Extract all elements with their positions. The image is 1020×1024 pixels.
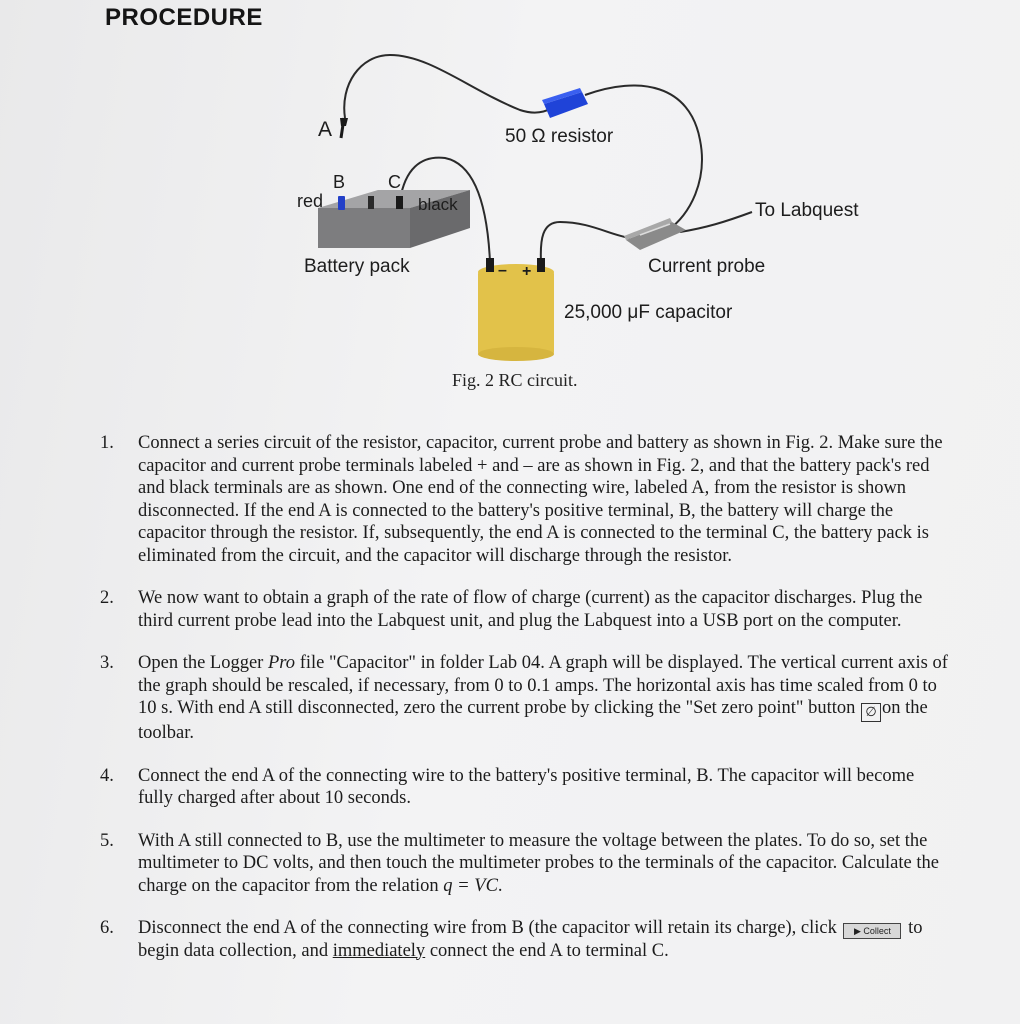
step-text-part: Disconnect the end A of the connecting wire from B (the capacitor will retain its charge), click (138, 918, 837, 938)
capacitor-minus-terminal (486, 258, 494, 272)
step-text-italic: Pro (267, 653, 296, 673)
label-resistor: 50 Ω resistor (505, 126, 614, 147)
step-text: Connect the end A of the connecting wire to the battery's positive terminal, B. The capacitor will become fully charged after about 10 seconds. (138, 765, 915, 808)
step-text-part: With A still connected to B, use the multimeter to measure the voltage between the plates. To do so, set the multimeter to DC volts, and then touch the multimeter probes to the terminals of the capacitor. Calculate the charge on the capacitor from the relation (138, 830, 939, 896)
step-number: 4. (100, 765, 114, 786)
label-a: A (318, 118, 333, 141)
wire-probe-to-labquest (680, 212, 752, 232)
step-number: 2. (100, 588, 114, 608)
label-plus: + (522, 263, 532, 280)
step-6 (100, 917, 952, 962)
label-black: black (418, 195, 458, 214)
label-battery: Battery pack (304, 256, 410, 277)
step-text-part: . (497, 875, 503, 896)
capacitor-plus-terminal (537, 258, 545, 272)
label-red: red (297, 191, 324, 211)
label-probe: Current probe (648, 256, 766, 277)
capacitor (478, 258, 554, 361)
wire-end-a (340, 118, 348, 138)
label-c: C (388, 172, 401, 192)
page-heading: PROCEDURE (105, 4, 263, 31)
step-4 (100, 765, 952, 810)
collect-button-icon: ▶ Collect (843, 923, 901, 939)
step-2 (100, 587, 952, 632)
rc-circuit-figure (0, 0, 1020, 400)
step-number: 5. (100, 830, 114, 851)
step-number: 1. (100, 433, 114, 453)
wire-resistor-to-probe (585, 85, 702, 230)
wire-a-to-resistor (344, 55, 552, 118)
step-number: 3. (100, 653, 114, 673)
step-text-part: on the toolbar. (138, 698, 928, 743)
resistor (542, 88, 588, 118)
label-labquest: To Labquest (755, 200, 859, 221)
step-5 (100, 830, 952, 898)
step-3 (100, 652, 952, 745)
label-b: B (333, 172, 346, 192)
step-text-part: to begin data collection, and (138, 918, 923, 961)
step-text-part: connect the end A to terminal C. (425, 940, 669, 961)
procedure-steps (100, 432, 952, 962)
wire-capacitor-plus-to-probe (541, 222, 630, 262)
step-text: Connect a series circuit of the resistor, capacitor, current probe and battery as shown in Fig. 2. Make sure the capacitor and current probe terminals labeled + and – are as shown in Fig. 2, and that the battery pack's red and black terminals are as shown. One end of the connecting wire, labeled A, from the resistor is shown disconnected. If the end A is connected to the battery's positive terminal, B, the battery will charge the capacitor through the resistor. If, subsequently, the end A is connected to the terminal C, the battery pack is eliminated from the circuit, and the capacitor will discharge through the resistor. (138, 433, 943, 566)
step-text-underlined: immediately (332, 940, 426, 961)
step-1 (100, 432, 952, 567)
terminal-b (368, 196, 374, 209)
label-minus: – (498, 262, 507, 279)
step-text-part: file "Capacitor" in folder Lab 04. A graph will be displayed. The vertical current axis of the graph should be rescaled, if necessary, from 0 to 0.1 amps. The horizontal axis has time scaled from 0 to 10 s. With end A still disconnected, zero the current probe by clicking the "Set zero point" button (138, 653, 948, 718)
step-number: 6. (100, 918, 114, 938)
charge-formula: q = VC (443, 875, 498, 896)
step-text: We now want to obtain a graph of the rate of flow of charge (current) as the capacitor discharges. Plug the third current probe lead into the Labquest unit, and plug the Labquest into a USB port on the computer. (138, 588, 923, 631)
label-capacitor: 25,000 μF capacitor (564, 302, 733, 323)
step-text-part: Open the Logger (138, 653, 268, 673)
set-zero-point-icon: ∅ (861, 703, 881, 722)
figure-caption: Fig. 2 RC circuit. (452, 370, 578, 390)
